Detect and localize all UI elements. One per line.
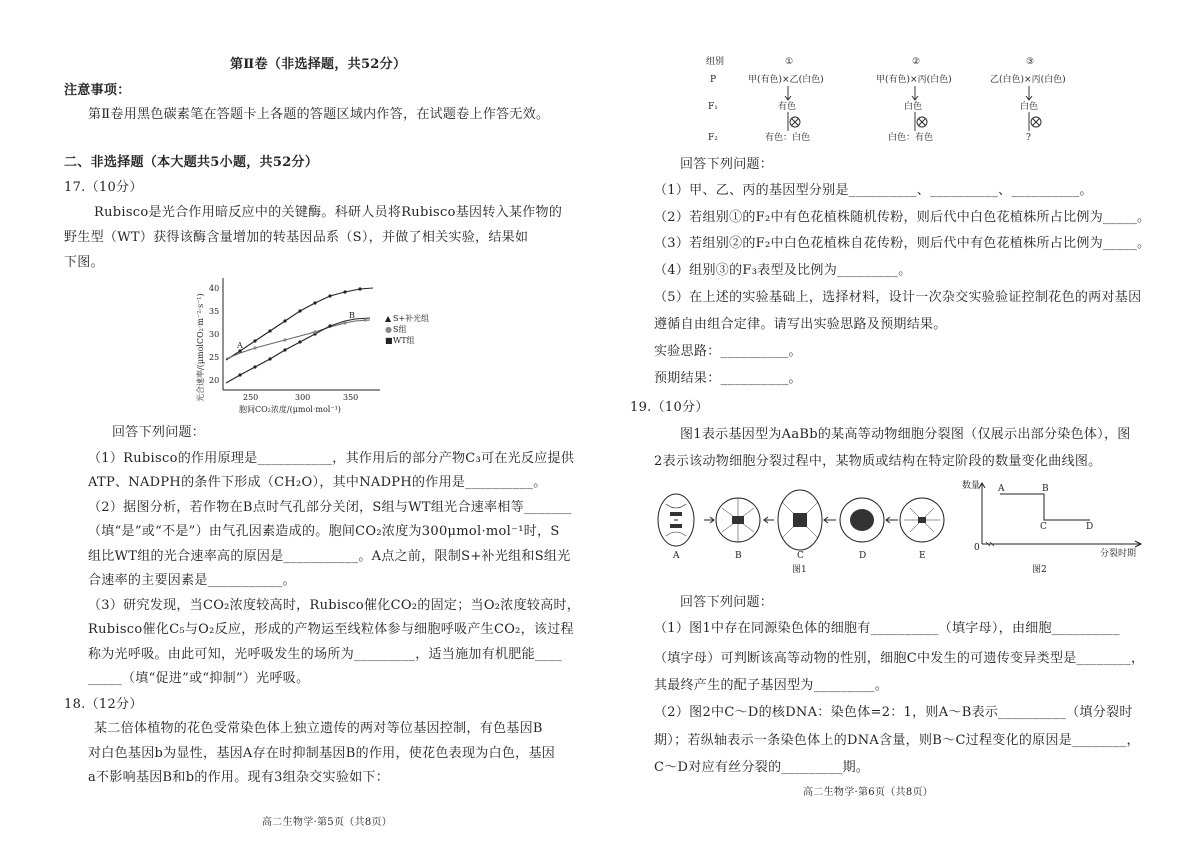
q17-intro-2: 野生型（WT）获得该酶含量增加的转基因品系（S），并做了相关实验，结果如 [64,230,529,245]
q17-line-2: ATP、NADPH的条件下形成（CH₂O），其中NADPH的作用是__________。 [88,475,547,490]
cell-d-label: D [859,551,867,561]
part-heading: 二、非选择题（本大题共5小题，共52分） [64,155,319,170]
y-tick-25: 25 [209,353,220,362]
q17-number: 17.（10分） [64,180,143,195]
q18-answer-6: 遵循自由组合定律。请写出实验思路及预期结果。 [654,317,947,332]
x-tick-350: 350 [343,393,359,402]
q17-line-5: 组比WT组的光合速率高的原因是___________。A点之前，限制S+补光组和S组光 [88,549,571,564]
chart-legend [385,313,429,345]
q18-answer-7: 实验思路：__________。 [654,344,802,359]
figure-1-cells [652,480,952,576]
q19-line-3: 其最终产生的配子基因型为_________。 [654,678,889,693]
q18-line-3: a不影响基因B和b的作用。现有3组杂交实验如下： [88,770,390,785]
cross-experiment-table [700,52,1100,144]
fig2-point-d: D [1086,522,1094,532]
figure-2-caption: 图2 [1032,565,1047,575]
figure-1-caption: 图1 [792,565,807,575]
q18-answer-5: （5）在上述的实验基础上，选择材料，设计一次杂交实验验证控制花色的两对基因 [654,290,1142,305]
y-tick-40: 40 [209,284,220,293]
series-s-line [226,320,370,359]
q17-line-4: （填“是”或“不是”）由气孔因素造成的。胞间CO₂浓度为300μmol·mol⁻¹时，S [88,524,560,539]
q17-answer-prompt: 回答下列问题： [112,425,206,440]
col1-f2: 有色：白色 [765,133,811,143]
y-axis-label: 光合速率/(μmolCO₂·m⁻²·s⁻¹) [196,293,205,402]
x-axis-label: 胞间CO₂浓度/(μmol·mol⁻¹) [239,405,341,414]
q18-answer-8: 预期结果：__________。 [654,371,802,386]
left-footer: 高二生物学·第5页（共8页） [262,817,393,828]
q17-line-1: （1）Rubisco的作用原理是___________，其作用后的部分产物C₃可在光反应提供 [88,451,575,466]
figure-2-graph [960,478,1160,578]
notice-heading: 注意事项： [64,83,131,98]
point-a-label: A [237,341,243,350]
fig2-point-b: B [1042,484,1049,494]
right-footer: 高二生物学·第6页（共8页） [803,787,934,798]
right-page [600,0,1200,849]
col2-p: 甲(有色)×丙(白色) [876,75,952,85]
q19-line-6: C～D对应有丝分裂的_________期。 [654,760,870,775]
y-tick-35: 35 [209,307,220,316]
svg-text:■: ■ [385,336,393,345]
q19-intro-1: 图1表示基因型为AaBb的某高等动物细胞分裂图（仅展示出部分染色体），图 [680,427,1131,442]
col1-num: ① [785,57,794,67]
cell-a-label: A [673,551,680,561]
q17-line-6: 合速率的主要因素是___________。 [88,573,296,588]
q18-line-1: 某二倍体植物的花色受常染色体上独立遗传的两对等位基因控制，有色基因B [94,721,543,736]
q17-line-7: （3）研究发现，当CO₂浓度较高时，Rubisco催化CO₂的固定；当O₂浓度较高时， [88,598,581,613]
cell-b-label: B [735,551,742,561]
f2-label: F₂ [708,133,718,143]
q18-answer-2: （2）若组别①的F₂中有色花植株随机传粉，则后代中白色花植株所占比例为_____。 [654,210,1151,225]
svg-text:●: ● [385,325,392,334]
chart-markers [238,287,361,376]
chart-axes [223,278,380,390]
q17-line-3: （2）据图分析，若作物在B点时气孔部分关闭，S组与WT组光合速率相等_______ [88,500,572,515]
col1-f1: 有色 [778,102,797,112]
photosynthesis-chart [195,272,485,417]
col1-p: 甲(有色)×乙(白色) [748,75,824,85]
cell-c-label: C [797,551,804,561]
q17-line-10: _____（填“促进”或“抑制”）光呼吸。 [88,671,310,686]
group-label: 组别 [706,57,725,67]
col2-f2: 白色：有色 [888,133,934,143]
fig2-ylabel: 数量 [962,481,981,491]
q18-answer-3: （3）若组别②的F₂中白色花植株自花传粉，则后代中有色花植株所占比例为_____。 [654,236,1151,251]
y-tick-20: 20 [209,376,220,385]
series-s-light-line [226,288,373,360]
q19-line-4: （2）图2中C～D的核DNA：染色体=2：1，则A～B表示__________（填分裂时 [654,705,1133,720]
legend-s-light: S+补光组 [393,314,430,323]
q18-line-2: 对白色基因b为显性，基因A存在时抑制基因B的作用，使花色表现为白色，基因 [88,746,556,761]
q18-answer-prompt: 回答下列问题： [680,157,774,172]
q19-line-1: （1）图1中存在同源染色体的细胞有__________（填字母），由细胞__________ [654,621,1120,636]
notice-text: 第Ⅱ卷用黑色碳素笔在答题卡上各题的答题区域内作答，在试题卷上作答无效。 [88,107,550,122]
q17-line-9: 称为光呼吸。由此可知，光呼吸发生的场所为_________，适当施加有机肥能____ [88,647,563,662]
q19-intro-2: 2表示该动物细胞分裂过程中，某物质或结构在特定阶段的数量变化曲线图。 [654,454,1102,469]
section-title: 第Ⅱ卷（非选择题，共52分） [230,57,407,72]
x-tick-300: 300 [295,393,311,402]
fig2-step-line [1000,494,1090,520]
q18-answer-4: （4）组别③的F₃表型及比例为_________。 [654,263,912,278]
fig2-origin: 0 [974,543,980,553]
point-b-label: B [349,311,355,320]
col2-f1: 白色 [904,102,923,112]
fig2-point-a: A [998,484,1005,494]
q17-intro-3: 下图。 [64,255,104,270]
fig2-xlabel: 分裂时期 [1100,549,1137,559]
q19-line-5: 期）；若纵轴表示一条染色体上的DNA含量，则B～C过程变化的原因是________， [654,733,1140,748]
col3-f1: 白色 [1020,102,1039,112]
fig2-point-c: C [1040,522,1047,532]
col3-num: ③ [1026,57,1035,67]
col3-p: 乙(白色)×丙(白色) [990,75,1066,85]
p-label: P [710,75,717,85]
q18-answer-1: （1）甲、乙、丙的基因型分别是__________、__________、__________。 [654,183,1093,198]
col2-num: ② [912,57,921,67]
y-tick-30: 30 [209,330,220,339]
x-tick-250: 250 [243,393,259,402]
q19-number: 19.（10分） [630,400,709,415]
q19-answer-prompt: 回答下列问题： [680,595,774,610]
q17-line-8: Rubisco催化C₅与O₂反应，形成的产物运至线粒体参与细胞呼吸产生CO₂，该过程 [88,622,574,637]
col3-f2: ? [1026,133,1031,143]
q18-number: 18.（12分） [64,697,143,712]
cell-e-label: E [919,551,926,561]
q19-line-2: （填字母）可判断该高等动物的性别，细胞C中发生的可遗传变异类型是________， [654,651,1145,666]
f1-label: F₁ [708,102,718,112]
svg-text:▲: ▲ [385,314,392,323]
legend-s: S组 [393,325,407,334]
legend-wt: WT组 [393,336,415,345]
q17-intro-1: Rubisco是光合作用暗反应中的关键酶。科研人员将Rubisco基因转入某作物的 [94,205,563,220]
